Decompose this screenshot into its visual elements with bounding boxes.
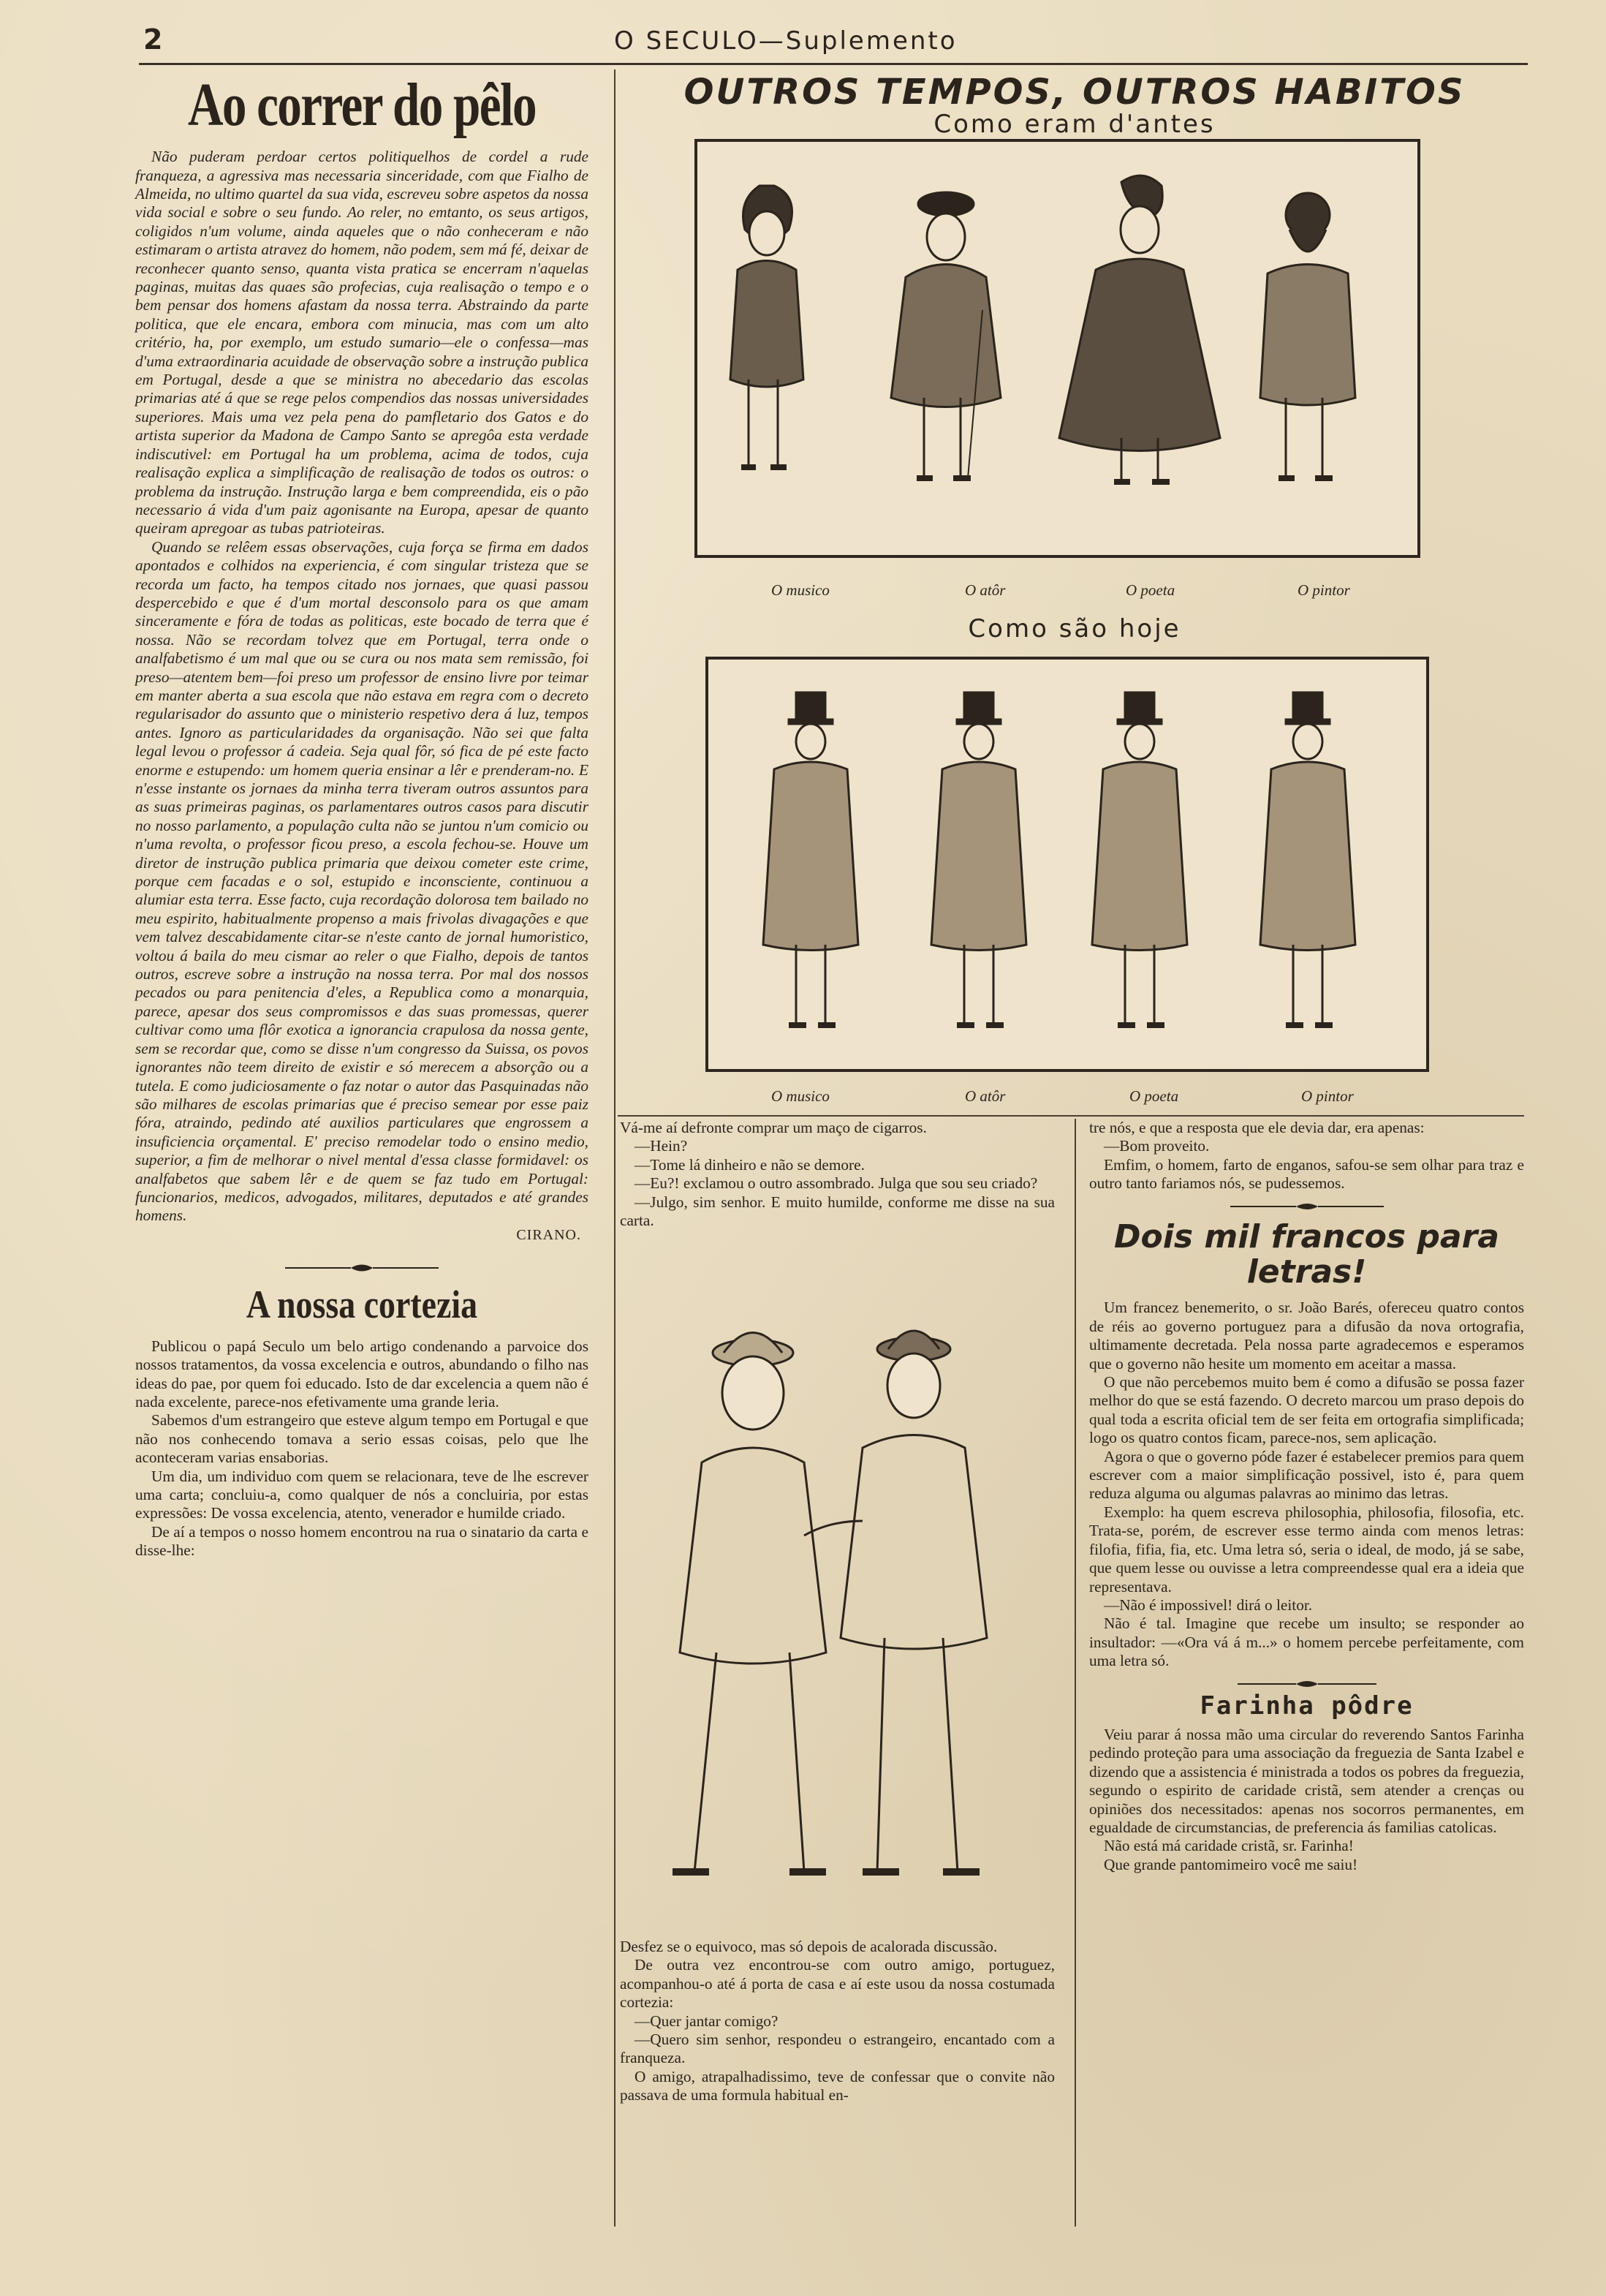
article-paragraph: Não é tal. Imagine que recebe um insulto; se responder ao insultador: —«Ora vá á m...» o homem percebe perfeitamente, com uma letra só. xyxy=(1089,1615,1524,1670)
ornament-divider xyxy=(1227,1201,1387,1212)
article-paragraph: Publicou o papá Seculo um belo artigo condenando a parvoice dos nossos tratamentos, da vossa excelencia e outros, abundando o filho nas ideas do pae, por quem foi educado. Isto de dar excelencia a quem não é nada excelente, parece-nos efetivamente uma grande leria. xyxy=(135,1337,588,1411)
ornament-divider xyxy=(1234,1678,1380,1690)
article-paragraph: De aí a tempos o nosso homem encontrou na rua o sinatario da carta e disse-lhe: xyxy=(135,1522,588,1560)
cartoon-title: OUTROS TEMPOS, OUTROS HABITOS xyxy=(683,72,1466,113)
cartoon-frame-before xyxy=(694,139,1420,558)
article-paragraph: Desfez se o equivoco, mas só depois de acalorada discussão. xyxy=(620,1938,998,1955)
ornament-divider xyxy=(281,1261,442,1274)
article-paragraph: Um dia, um individuo com quem se relacionara, teve de lhe escrever uma carta; concluiu-a, como qualquer de nós a concluiria, por estas expressões: De vossa excelencia, atento, venerador e humilde criado. xyxy=(135,1467,588,1522)
article-paragraph: Não puderam perdoar certos politiquelhos de cordel a rude franqueza, a agressiva mas necessaria sinceridade, com que Fialho de Almeida, no ultimo quartel da sua vida, escreveu sobre aspetos da nossa vida social e sobre o seu fundo. Ao reler, no emtanto, os seus artigos, coligidos n'um volume, ainda aqueles que o não conheceram e não estimaram o artista atravez do homem, não podem, sem má fé, deixar de reconhecer quanto senso, quanta vista pratica se encerram n'aquelas paginas, muitas das quaes são profecias, cuja realisação o tempo e o bem pensar dos homens afastam da nossa terra. Abstraindo da parte politica, que ele encara, embora com minucia, mas com um alto critério, ha, por exemplo, um estudo sumario—ele o confessa—mas d'uma extraordinaria acuidade de observação sobre a instrução publica em Portugal, desde a que se ministra no abecedario das escolas primarias até á que se rege pelos compendios das nossas universidades superiores. Mais uma vez pela pena do pamfletario dos Gatos e do artista superior da Madona de Campo Santo se apregôa esta verdade indiscutivel: em Portugal ha um problema, acima de todos, cuja realisação explica a simplificação de realisação de todos os outros: o problema da instrução. Instrução larga e bem compreendida, eis o pão necessario á vida d'um paiz agonisante na Europa, apesar de quanto queiram apregoar as tubas patrioteiras. xyxy=(135,148,588,537)
article-paragraph: O amigo, atrapalhadissimo, teve de confessar que o convite não passava de uma formula habitual en- xyxy=(620,2067,1055,2104)
caption-musico-before: O musico xyxy=(771,581,830,599)
article-paragraph: Que grande pantomimeiro você me saiu! xyxy=(1104,1855,1358,1873)
gentleman-figure-2 xyxy=(931,692,1026,1025)
article-paragraph: Emfim, o homem, farto de enganos, safou-se sem olhar para traz e outro tanto fariamos nós, se pudessemos. xyxy=(1089,1155,1524,1193)
gentleman-figure-3 xyxy=(1092,692,1187,1025)
cartoon-subtitle-after: Como são hoje xyxy=(968,614,1181,643)
poet-figure xyxy=(1059,175,1220,482)
caption-ator-after: O atôr xyxy=(965,1087,1006,1105)
article-title-cortezia: A nossa cortezia xyxy=(246,1282,478,1326)
caption-musico-after: O musico xyxy=(771,1087,830,1105)
cartoon-after-illustration xyxy=(708,660,1426,1069)
column-rule-left xyxy=(614,69,615,2227)
middle-column-text-top xyxy=(620,1119,1055,1230)
gentleman-figure-1 xyxy=(763,692,858,1025)
article-paragraph: —Quero sim senhor, respondeu o estrangeiro, encantado com a franqueza. xyxy=(620,2031,1055,2067)
caption-pintor-before: O pintor xyxy=(1298,581,1350,599)
article-paragraph: tre nós, e que a resposta que ele devia dar, era apenas: xyxy=(1089,1119,1425,1136)
article-paragraph: O que não percebemos muito bem é como a difusão se possa fazer melhor do que se está fazendo. O decreto marcou um praso depois do qual toda a escrita oficial tem de ser feita em ortografia simplificada; logo os quatro contos ficam, parece-nos, sem aplicação. xyxy=(1089,1373,1524,1447)
caption-poeta-after: O poeta xyxy=(1129,1087,1179,1105)
header-rule xyxy=(139,63,1528,65)
cartoon-subtitle-before: Como eram d'antes xyxy=(933,110,1216,139)
article-paragraph: Não está má caridade cristã, sr. Farinha! xyxy=(1104,1837,1354,1855)
article-paragraph: —Hein? xyxy=(635,1137,688,1155)
article-paragraph: Veiu parar á nossa mão uma circular do reverendo Santos Farinha pedindo proteção para uma associação da freguezia de Santa Izabel e dizendo que a assistencia é ministrada a todos os pobres da freguezia, segundo o espirito de caridade cristã, sem atender a crenças ou opiniões dos necessitados: apenas nos socorros permanentes, em egualdade de circumstancias, de preferencia ás familias catolicas. xyxy=(1089,1725,1524,1836)
running-head: O SECULO—Suplemento xyxy=(614,26,958,56)
article-paragraph: Vá-me aí defronte comprar um maço de cigarros. xyxy=(620,1119,927,1136)
cartoon-before-illustration xyxy=(697,142,1417,555)
article-paragraph: —Bom proveito. xyxy=(1104,1137,1210,1155)
article-paragraph: —Não é impossivel! dirá o leitor. xyxy=(1104,1596,1313,1614)
musician-figure xyxy=(730,186,803,467)
caption-ator-before: O atôr xyxy=(965,581,1006,599)
caption-pintor-after: O pintor xyxy=(1301,1087,1354,1105)
two-men-illustration xyxy=(621,1309,1053,1916)
cartoon-bottom-rule xyxy=(618,1115,1524,1117)
actor-figure xyxy=(891,192,1001,478)
article-signature: CIRANO. xyxy=(516,1226,581,1243)
page-number: 2 xyxy=(143,23,163,56)
middle-column-text-bottom xyxy=(620,1938,1055,2105)
column-rule-right xyxy=(1075,1119,1076,2227)
article-paragraph: Sabemos d'um estrangeiro que esteve algum tempo em Portugal e que não nos conhecendo tomava a serio essas coisas, pelo que lhe aconteceram varias ensaborias. xyxy=(135,1411,588,1467)
article-paragraph: Agora o que o governo póde fazer é estabelecer premios para quem escrever com a maior simplificação possivel, isto é, para quem reduza alguma ou algumas palavras ao minimo das letras. xyxy=(1089,1447,1524,1503)
caption-poeta-before: O poeta xyxy=(1126,581,1175,599)
article-paragraph: —Eu?! exclamou o outro assombrado. Julga que sou seu criado? xyxy=(635,1174,1038,1193)
cartoon-frame-after xyxy=(705,657,1429,1072)
article-paragraph: —Tome lá dinheiro e não se demore. xyxy=(635,1155,865,1174)
left-column xyxy=(135,73,588,1560)
right-column xyxy=(1089,1119,1524,1874)
article-title-farinha-podre: Farinha pôdre xyxy=(1200,1691,1414,1721)
article-paragraph: Exemplo: ha quem escreva philosophia, philosofia, filosofia, etc. Trata-se, porém, de escrever esse termo ainda com menos letras: filofia, fifia, fia, etc. Uma letra só, seria o ideal, de modo, já se sabe, que quem lesse ou ouvisse a letra compreendesse qual era a ideia que representava. xyxy=(1089,1503,1524,1596)
painter-figure xyxy=(1260,193,1355,478)
article-title-ao-correr: Ao correr do pêlo xyxy=(187,71,537,139)
article-paragraph: —Quer jantar comigo? xyxy=(635,2012,779,2030)
article-title-dois-mil-francos: Dois mil francos para letras! xyxy=(1114,1217,1499,1291)
article-paragraph: —Julgo, sim senhor. E muito humilde, conforme me disse na sua carta. xyxy=(620,1193,1055,1230)
article-paragraph: Um francez benemerito, o sr. João Barés, ofereceu quatro contos de réis ao governo portuguez para a difusão da nova ortografia, ultimamente decretada. Pela nossa parte agradecemos e esperamos que o governo não hesite um momento em aceitar a massa. xyxy=(1089,1299,1524,1372)
gentleman-figure-4 xyxy=(1260,692,1355,1025)
article-paragraph: De outra vez encontrou-se com outro amigo, portuguez, acompanhou-o até á porta de casa e aí este usou da nossa costumada cortezia: xyxy=(620,1956,1055,2012)
article-paragraph: Quando se relêem essas observações, cuja força se firma em dados apontados e colhidos na experiencia, é com singular tristeza que se recorda um facto, ha tempos citado nos jornaes, que quasi passou despercebido e que é d'um mortal desconsolo para os que amam sinceramente e fóra de todas as politicas, este bocado de terra que é nossa. Não se recordam tolvez que em Portugal, terra onde o analfabetismo é um mal que ou se cura ou nos mata sem remissão, foi preso—atentem bem—foi preso um professor de ensino livre por teimar em manter aberta a sua escola que não estava em regra com o decreto regularisador do assunto que o ministerio respetivo dera á luz, tempos antes. Ignoro as particularidades da organisação. Não sei que falta legal levou o professor á cadeia. Seja qual fôr, só fica de pé este facto enorme e estupendo: um homem queria ensinar a lêr e prenderam-no. E n'esse instante os jornaes da minha terra tiveram outros assuntos para as suas primeiras paginas, os parlamentares outros casos para discutir no nosso parlamento, a população culta não se juntou n'um comicio ou n'uma revolta, o professor ficou preso, a escola fechou-se. Houve um diretor de instrução publica primaria que deixou cometer este crime, porque cem facadas e o sol, estupido e inconsciente, continuou a alumiar esta terra. Esse facto, cuja recordação dolorosa tem bailado no meu espirito, habitualmente propenso a mais frivolas divagações e que vem talvez descabidamente citar-se n'este canto de jornal humoristico, voltou á baila do meu cismar ao reler o que Fialho, depois de tantos outros, escreve sobre a instrução na nossa terra. Por mal dos nossos pecados ou para penitencia d'eles, a Republica como a monarquia, parece, apesar dos seus compromissos e das suas promessas, querer cultivar como uma flôr exotica a ignorancia crapulosa da nossa gente, sem se recordar que, como se disse n'um congresso da Suissa, os povos ignorantes não teem direito de existir e só merecem a absorção ou a tutela. E como judiciosamente o faz notar o autor das Pasquinadas não são milhares de escolas primarias que é preciso semear por esse paiz fóra, atraindo, pedindo até auxilios particulares que engrossem a insuficiencia orçamental. E' preciso remodelar todo o ensino medio, superior, a fim de melhorar o nivel mental d'essa classe formidavel: os analfabetos que sabem lêr e de quem se faz tudo em Portugal: funcionarios, medicos, advogados, militares, deputados e até grandes homens. xyxy=(135,537,588,1225)
